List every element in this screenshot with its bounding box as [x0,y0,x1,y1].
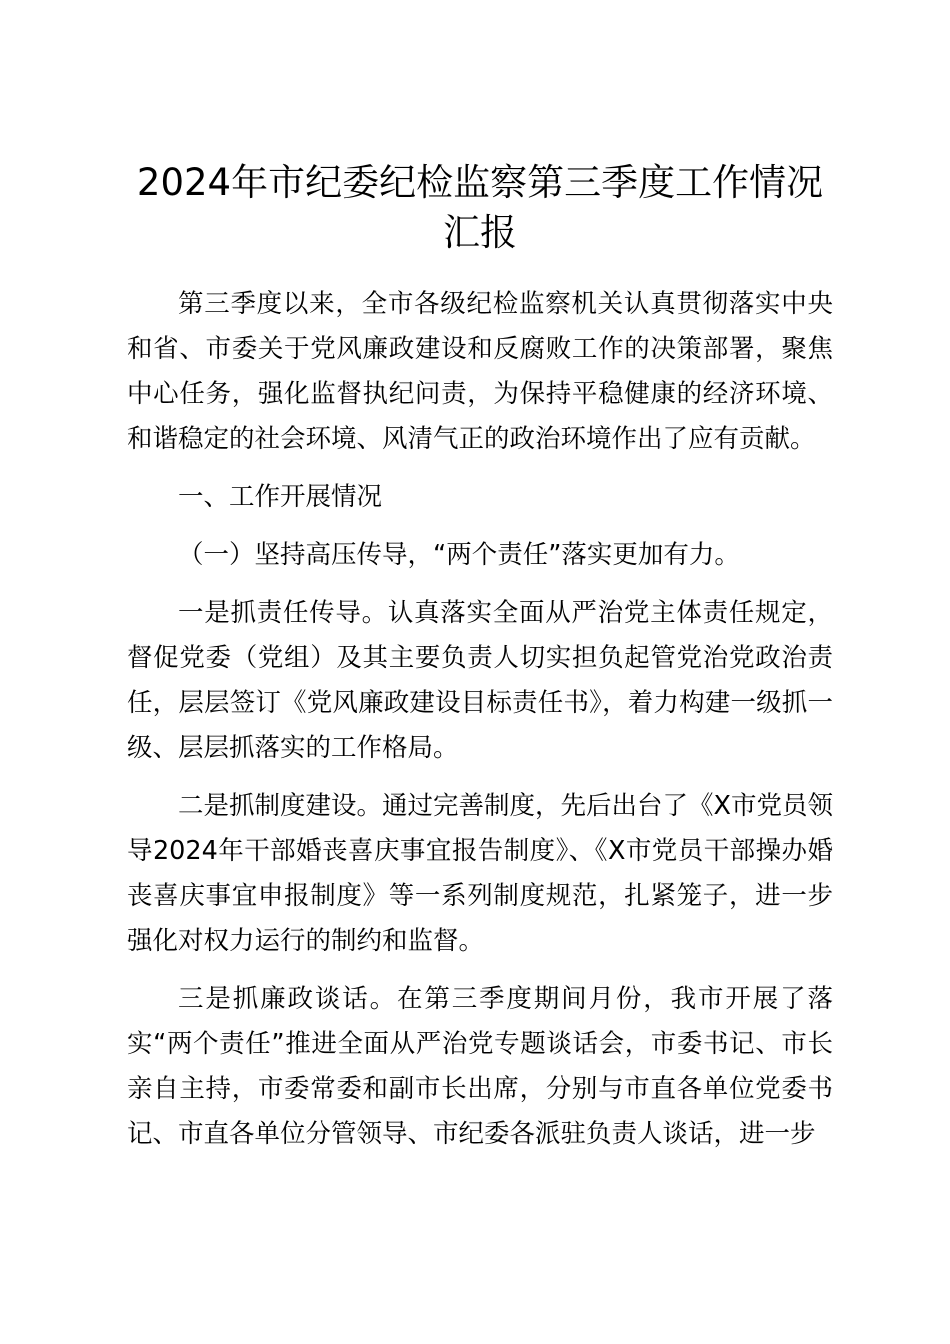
intro-paragraph: 第三季度以来，全市各级纪检监察机关认真贯彻落实中央和省、市委关于党风廉政建设和反腐败工作的决策部署，聚焦中心任务，强化监督执纪问责，为保持平稳健康的经济环境、和谐稳定的社会环境、风清气正的政治环境作出了应有贡献。 [127,289,833,454]
paragraph-responsibility: 一是抓责任传导。认真落实全面从严治党主体责任规定，督促党委（党组）及其主要负责人切实担负起管党治党政治责任，层层签订《党风廉政建设目标责任书》，着力构建一级抓一级、层层抓落实的工作格局。 [127,598,833,763]
section-heading: 一、工作开展情况 [178,482,383,512]
paragraph-integrity-talks: 三是抓廉政谈话。在第三季度期间月份，我市开展了落实“两个责任”推进全面从严治党专题谈话会，市委书记、市长亲自主持，市委常委和副市长出席，分别与市直各单位党委书记、市直各单位分管领导、市纪委各派驻负责人谈话，进一步 [127,984,833,1149]
subsection-heading: （一）坚持高压传导，“两个责任”落实更加有力。 [178,540,740,570]
document-body [127,282,833,1157]
paragraph-system-building: 二是抓制度建设。通过完善制度，先后出台了《X市党员领导2024年干部婚丧喜庆事宜报告制度》、《X市党员干部操办婚丧喜庆事宜申报制度》等一系列制度规范，扎紧笼子，进一步强化对权力运行的制约和监督。 [127,791,833,956]
document-title: 2024年市纪委纪检监察第三季度工作情况汇报 [136,161,824,254]
